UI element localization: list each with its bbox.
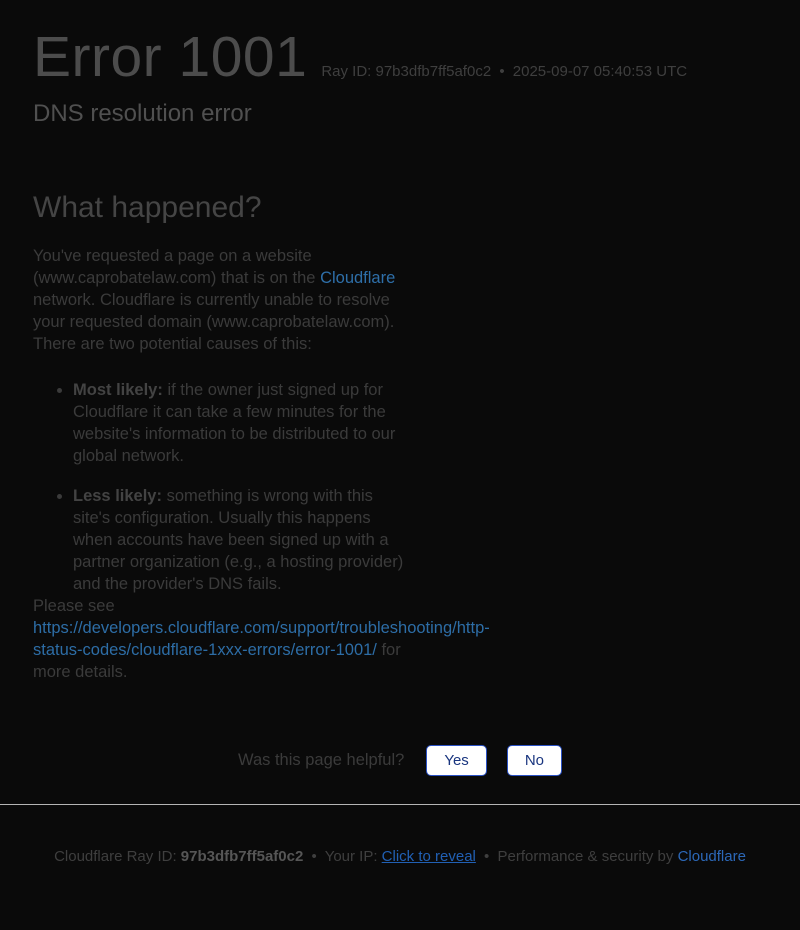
your-ip-label: Your IP:	[324, 848, 382, 866]
error-subtitle: DNS resolution error	[33, 100, 252, 128]
ray-id-label: Ray ID:	[321, 63, 372, 80]
list-item-less-likely	[73, 485, 407, 595]
see-also-after: for more details.	[33, 641, 401, 682]
most-likely-text: if the owner just signed up for Cloudflare it can take a few minutes for the website's information to be distributed to our global network.	[73, 381, 396, 466]
cloudflare-link[interactable]: Cloudflare	[320, 269, 396, 288]
see-also-before: Please see	[33, 597, 115, 616]
ray-id-header	[321, 63, 687, 80]
yes-button[interactable]: Yes	[426, 745, 486, 776]
footer-ray-id-label: Cloudflare Ray ID:	[54, 848, 181, 866]
see-also-paragraph	[33, 595, 490, 683]
main-section	[33, 192, 767, 777]
list-item-most-likely	[73, 379, 407, 467]
title-row	[33, 25, 767, 89]
body-copy	[33, 245, 490, 683]
body-paragraph	[33, 245, 407, 355]
page-title: Error 1001	[33, 25, 308, 89]
timestamp: 2025-09-07 05:40:53 UTC	[512, 63, 688, 80]
footer-cloudflare-link[interactable]: Cloudflare	[677, 848, 746, 866]
most-likely-label: Most likely:	[73, 381, 163, 400]
footer-separator-1: •	[311, 848, 317, 866]
page-footer	[0, 804, 800, 905]
troubleshooting-link[interactable]: https://developers.cloudflare.com/support/troubleshooting/http-status-codes/cloudflare-1xxx-errors/error-1001/	[33, 619, 490, 660]
click-to-reveal-link[interactable]: Click to reveal	[381, 848, 476, 866]
cause-list	[33, 379, 407, 595]
ray-id-value: 97b3dfb7ff5af0c2	[375, 63, 492, 80]
error-header	[33, 0, 767, 129]
separator-dot: •	[499, 63, 505, 80]
performance-label: Performance & security by	[497, 848, 678, 866]
feedback-question: Was this page helpful?	[238, 751, 405, 770]
feedback-widget	[33, 745, 767, 776]
less-likely-text: something is wrong with this site's configuration. Usually this happens when accounts have been signed up with a partner organization (e.g., a hosting provider) and the provider's DNS fails.	[73, 487, 404, 594]
less-likely-label: Less likely:	[73, 487, 162, 506]
paragraph-text-after: network. Cloudflare is currently unable to resolve your requested domain (www.caprobatelaw.com). There are two potential causes of this:	[33, 291, 395, 354]
section-title-what-happened: What happened?	[33, 190, 262, 224]
footer-ray-id-value: 97b3dfb7ff5af0c2	[180, 848, 304, 866]
paragraph-text-before: You've requested a page on a website (www.caprobatelaw.com) that is on the	[33, 247, 321, 288]
no-button[interactable]: No	[507, 745, 562, 776]
footer-separator-2: •	[484, 848, 490, 866]
